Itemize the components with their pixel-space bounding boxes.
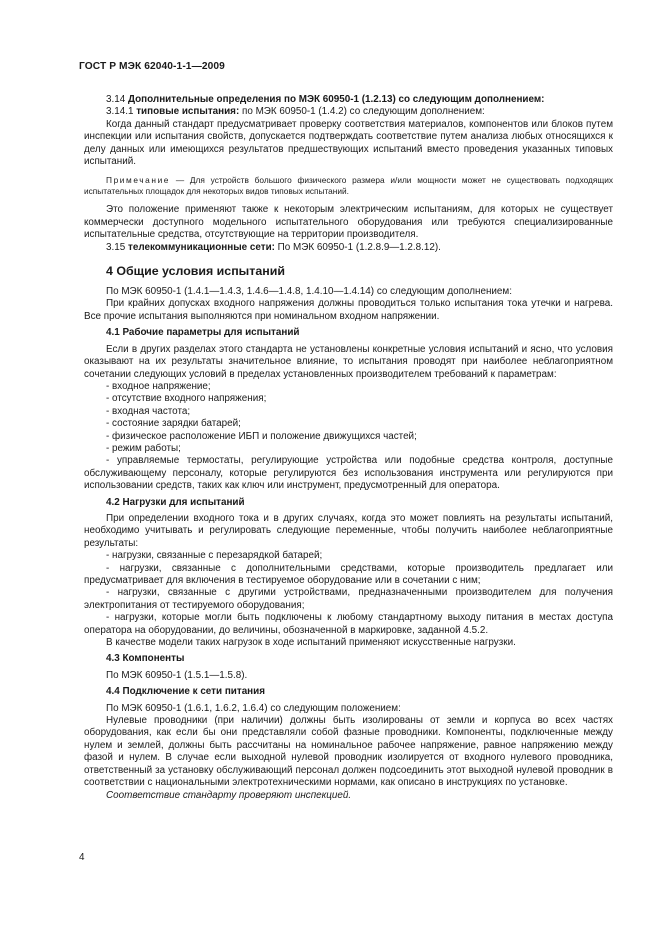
- page-number: 4: [79, 852, 85, 863]
- section-title: Дополнительные определения по МЭК 60950-1 (1.2.13) со следующим дополнением:: [127, 94, 545, 105]
- paragraph: Если в других разделах этого стандарта не установлены конкретные условия испытаний и ясно, что условия оказывают на их результаты значительное влияние, то испытания проводят при наиболее неблагоприятном сочетании следующих условий в пределах установленных производителем требований к параметрам:: [84, 343, 613, 380]
- list-item: - входное напряжение;: [106, 380, 211, 392]
- note-text: — Для устройств большого физического размера и/или мощности может не существовать подходящих испытательных площадок для некоторых видов типовых испытаний.: [84, 175, 613, 197]
- list-item: - управляемые термостаты, регулирующие устройства или подобные средства контроля, доступные обслуживающему персоналу, которые регулируются без использования инструмента или регулируются при использовании средств, таких как ключ или инструмент, предусмотренный для оператора.: [84, 455, 613, 492]
- list-item: - нагрузки, связанные с другими устройствами, предназначенными производителем для получения электропитания от тестируемого оборудования;: [84, 587, 613, 611]
- section-4-1-heading: 4.1 Рабочие параметры для испытаний: [106, 327, 300, 339]
- paragraph: При определении входного тока и в других случаях, когда это может повлиять на результаты испытаний, необходимо учитывать и регулировать следующие переменные, чтобы получить наиболее неблагоприятные результаты:: [84, 512, 613, 549]
- document-code-header: ГОСТ Р МЭК 62040-1-1—2009: [79, 61, 225, 72]
- section-4-4-heading: 4.4 Подключение к сети питания: [106, 686, 265, 698]
- compliance-statement: Соответствие стандарту проверяют инспекцией.: [106, 789, 352, 801]
- list-item: - состояние зарядки батарей;: [106, 418, 241, 430]
- term-definition: По МЭК 60950-1 (1.2.8.9—1.2.8.12).: [274, 241, 441, 253]
- page-content: [84, 94, 613, 802]
- section-4-3-heading: 4.3 Компоненты: [106, 653, 185, 665]
- term: телекоммуникационные сети:: [127, 241, 275, 253]
- section-4-heading: 4 Общие условия испытаний: [106, 264, 285, 279]
- paragraph: Когда данный стандарт предусматривает проверку соответствия материалов, компонентов или блоков путем инспекции или испытания свойств, допускается подтверждать соответствие путем анализа любых относящихся к делу данных или имеющихся результатов предшествующих испытаний вместо проведения указанных типовых испытаний.: [84, 118, 613, 168]
- list-item: - нагрузки, которые могли быть подключены к любому стандартному выходу питания в местах доступа оператора на оборудовании, до величины, обозначенной в маркировке, заданной 4.5.2.: [84, 612, 613, 636]
- list-item: - режим работы;: [106, 442, 181, 454]
- section-4-2-heading: 4.2 Нагрузки для испытаний: [106, 496, 245, 508]
- list-item: - нагрузки, связанные с перезарядкой батарей;: [106, 550, 323, 562]
- paragraph: По МЭК 60950-1 (1.5.1—1.5.8).: [106, 669, 248, 681]
- paragraph: По МЭК 60950-1 (1.6.1, 1.6.2, 1.6.4) со следующим положением:: [106, 702, 401, 714]
- section-3-14-heading: [84, 94, 613, 106]
- section-number: 3.14: [106, 94, 126, 105]
- note-label: Примечание: [106, 175, 171, 186]
- term-definition: по МЭК 60950-1 (1.4.2) со следующим дополнением:: [239, 106, 485, 118]
- list-item: - отсутствие входного напряжения;: [106, 393, 267, 405]
- section-number: 3.15: [106, 241, 126, 253]
- paragraph: По МЭК 60950-1 (1.4.1—1.4.3, 1.4.6—1.4.8, 1.4.10—1.4.14) со следующим дополнением:: [106, 286, 512, 298]
- list-item: - нагрузки, связанные с дополнительными средствами, которые производитель предлагает или предусматривает для включения в тестируемое оборудование или в сочетании с ним;: [84, 562, 613, 586]
- paragraph: Это положение применяют также к некоторым электрическим испытаниям, для которых не существует коммерчески доступного модельного испытательного оборудования или требуются специализированные испытательные средства, отсутствующие на территории производителя.: [84, 204, 613, 241]
- list-item: - физическое расположение ИБП и положение движущихся частей;: [106, 430, 417, 442]
- list-item: - входная частота;: [106, 405, 191, 417]
- section-number: 3.14.1: [106, 106, 134, 118]
- paragraph: Нулевые проводники (при наличии) должны быть изолированы от земли и корпуса во всех частях оборудования, как если бы они представляли собой фазные проводники. Компоненты, подключенные между нулем и землей, должны быть рассчитаны на номинальное рабочее напряжение, равное напряжению между фазой и нулем. В случае если выходной нулевой проводник изолируется от входного нулевого проводника, ответственный за установку обслуживающий персонал должен подсоединить этот выходной нулевой проводник в соответствии с национальными электротехническими нормами, как описано в инструкциях по установке.: [84, 715, 613, 789]
- section-3-15-heading: [84, 242, 613, 254]
- paragraph: При крайних допусках входного напряжения должны проводиться только испытания тока утечки и нагрева. Все прочие испытания выполняются при номинальном входном напряжении.: [84, 298, 613, 322]
- note: [84, 175, 613, 197]
- term: типовые испытания:: [136, 106, 240, 118]
- section-3-14-1-heading: [84, 106, 613, 118]
- paragraph: В качестве модели таких нагрузок в ходе испытаний применяют искусственные нагрузки.: [106, 637, 516, 649]
